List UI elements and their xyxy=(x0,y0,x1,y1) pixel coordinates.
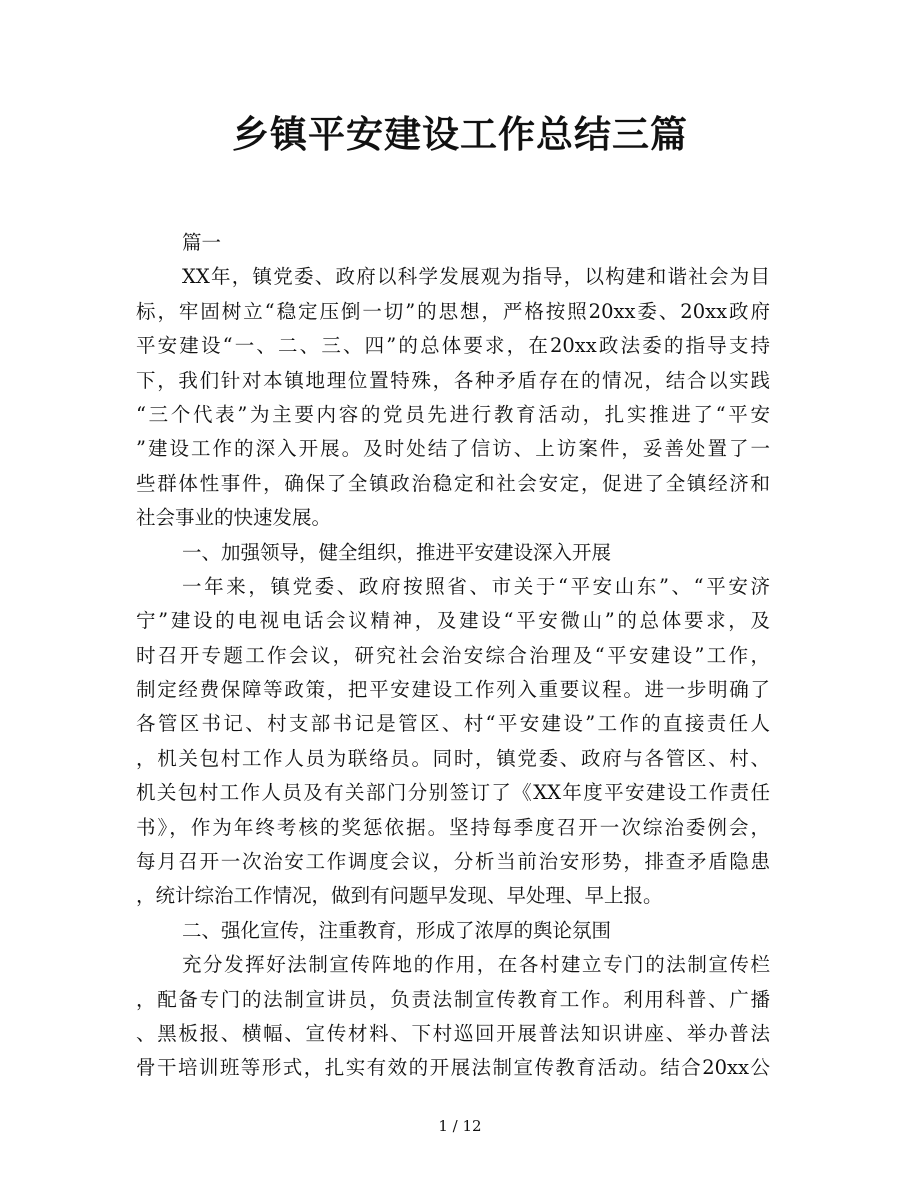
paragraph-line: 些群体性事件，确保了全镇政治稳定和社会安定，促进了全镇经济和 xyxy=(136,471,770,495)
paragraph-line: 平安建设“一、二、三、四”的总体要求，在20xx政法委的指导支持 xyxy=(136,334,770,358)
paragraph xyxy=(136,914,770,948)
paragraph-line: “三个代表”为主要内容的党员先进行教育活动，扎实推进了“平安 xyxy=(136,402,770,426)
paragraph-line: 、黑板报、横幅、宣传材料、下村巡回开展普法知识讲座、举办普法 xyxy=(136,1021,770,1045)
paragraph-line: 社会事业的快速发展。 xyxy=(136,506,332,530)
paragraph-line: XX年，镇党委、政府以科学发展观为指导，以构建和谐社会为目 xyxy=(182,265,770,289)
document-body xyxy=(136,226,770,1086)
paragraph-line: 下，我们针对本镇地理位置特殊，各种矛盾存在的情况，结合以实践 xyxy=(136,368,770,392)
paragraph-line: 每月召开一次治安工作调度会议，分析当前治安形势，排查矛盾隐患 xyxy=(136,850,770,874)
paragraph xyxy=(136,948,770,1086)
paragraph-line: 宁”建设的电视电话会议精神，及建设“平安微山”的总体要求，及 xyxy=(136,609,770,633)
paragraph-line: 二、强化宣传，注重教育，形成了浓厚的舆论氛围 xyxy=(182,918,612,942)
paragraph-line: ，统计综治工作情况，做到有问题早发现、早处理、早上报。 xyxy=(136,884,663,908)
paragraph-line: 充分发挥好法制宣传阵地的作用，在各村建立专门的法制宣传栏 xyxy=(182,953,770,977)
paragraph-line: 篇一 xyxy=(182,231,222,254)
paragraph-line: 标，牢固树立“稳定压倒一切”的思想，严格按照20xx委、20xx政府 xyxy=(136,299,770,323)
paragraph-line: ，配备专门的法制宣讲员，负责法制宣传教育工作。利用科普、广播 xyxy=(136,987,770,1011)
paragraph-line: 骨干培训班等形式，扎实有效的开展法制宣传教育活动。结合20xx公 xyxy=(136,1056,770,1080)
paragraph xyxy=(136,570,770,914)
paragraph-line: 一、加强领导，健全组织，推进平安建设深入开展 xyxy=(182,540,612,564)
page-number: 1 / 12 xyxy=(438,1117,482,1135)
paragraph-line: 制定经费保障等政策，把平安建设工作列入重要议程。进一步明确了 xyxy=(136,678,770,702)
paragraph-line: 各管区书记、村支部书记是管区、村“平安建设”工作的直接责任人 xyxy=(136,712,770,736)
paragraph xyxy=(136,536,770,570)
paragraph-line: 书》，作为年终考核的奖惩依据。坚持每季度召开一次综治委例会， xyxy=(136,815,770,839)
document-title: 乡镇平安建设工作总结三篇 xyxy=(232,112,688,156)
paragraph xyxy=(136,260,770,535)
paragraph-line: 一年来，镇党委、政府按照省、市关于“平安山东”、“平安济 xyxy=(182,574,770,598)
paragraph-line: ，机关包村工作人员为联络员。同时，镇党委、政府与各管区、村、 xyxy=(136,746,770,770)
paragraph-line: ”建设工作的深入开展。及时处结了信访、上访案件，妥善处置了一 xyxy=(136,437,770,461)
paragraph-line: 时召开专题工作会议，研究社会治安综合治理及“平安建设”工作， xyxy=(136,643,770,667)
paragraph xyxy=(136,226,770,260)
paragraph-line: 机关包村工作人员及有关部门分别签订了《XX年度平安建设工作责任 xyxy=(136,781,770,805)
